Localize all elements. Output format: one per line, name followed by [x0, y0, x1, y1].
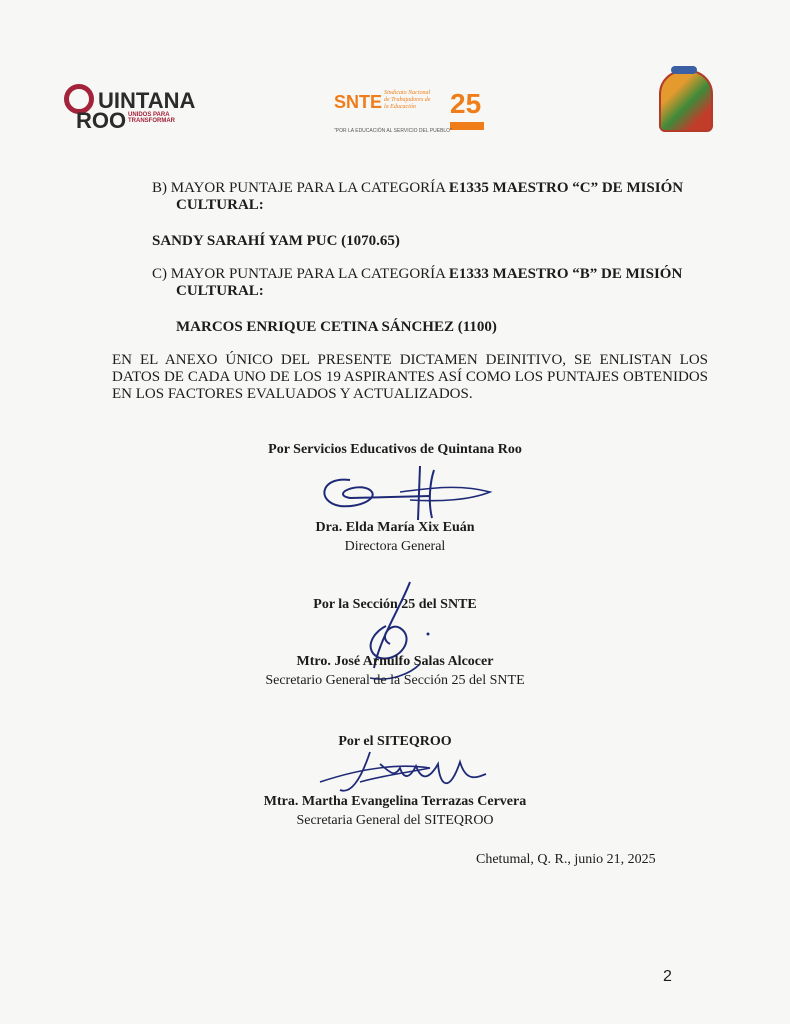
signatory-2-name: Mtro. José Arnulfo Salas Alcocer [296, 654, 494, 669]
siteqroo-logo [657, 64, 711, 134]
item-c-winner: MARCOS ENRIQUE CETINA SÁNCHEZ (1100) [176, 319, 497, 335]
page-number: 2 [663, 968, 672, 985]
signature-1 [310, 462, 500, 527]
item-b-text: MAYOR PUNTAJE PARA LA CATEGORÍA [170, 180, 446, 196]
signatory-1-org: Por Servicios Educativos de Quintana Roo [268, 442, 522, 457]
signatory-2-org: Por la Sección 25 del SNTE [313, 597, 477, 612]
signatory-3-role: Secretaria General del SITEQROO [296, 813, 494, 828]
signatory-2-role: Secretario General de la Sección 25 del SNTE [265, 673, 525, 688]
signatory-1-role: Directora General [344, 539, 446, 554]
signatory-3-org: Por el SITEQROO [338, 734, 452, 749]
item-c-line2: CULTURAL: [176, 283, 264, 299]
item-b-line1 [152, 180, 683, 197]
item-b-winner: SANDY SARAHÍ YAM PUC (1070.65) [152, 233, 400, 249]
item-c-marker: C) [152, 266, 167, 282]
item-b-line2: CULTURAL: [176, 197, 264, 213]
place-date: Chetumal, Q. R., junio 21, 2025 [476, 852, 656, 867]
signatory-1-name: Dra. Elda María Xix Euán [315, 520, 475, 535]
item-c-text: MAYOR PUNTAJE PARA LA CATEGORÍA [170, 266, 446, 282]
signatory-3-name: Mtra. Martha Evangelina Terrazas Cervera [263, 794, 527, 809]
item-c-line1 [152, 266, 682, 283]
item-c-category: E1333 MAESTRO “B” DE MISIÓN [448, 266, 683, 282]
quintana-roo-logo: UINTANA ROO UNIDOS PARA TRANSFORMAR [62, 82, 222, 132]
snte-seccion-25-logo: SNTE Sindicato Nacional de Trabajadores de la Educación 25 "POR LA EDUCACIÓN AL SERVICIO DEL PUEBLO" [334, 88, 489, 148]
annex-paragraph: EN EL ANEXO ÚNICO DEL PRESENTE DICTAMEN DEINITIVO, SE ENLISTAN LOS DATOS DE CADA UNO DE LOS 19 ASPIRANTES ASÍ COMO LOS PUNTAJES OBTENIDOS EN LOS FACTORES EVALUADOS Y ACTUALIZADOS. [112, 352, 708, 402]
item-b-category: E1335 MAESTRO “C” DE MISIÓN [448, 180, 684, 196]
item-b-marker: B) [152, 180, 167, 196]
